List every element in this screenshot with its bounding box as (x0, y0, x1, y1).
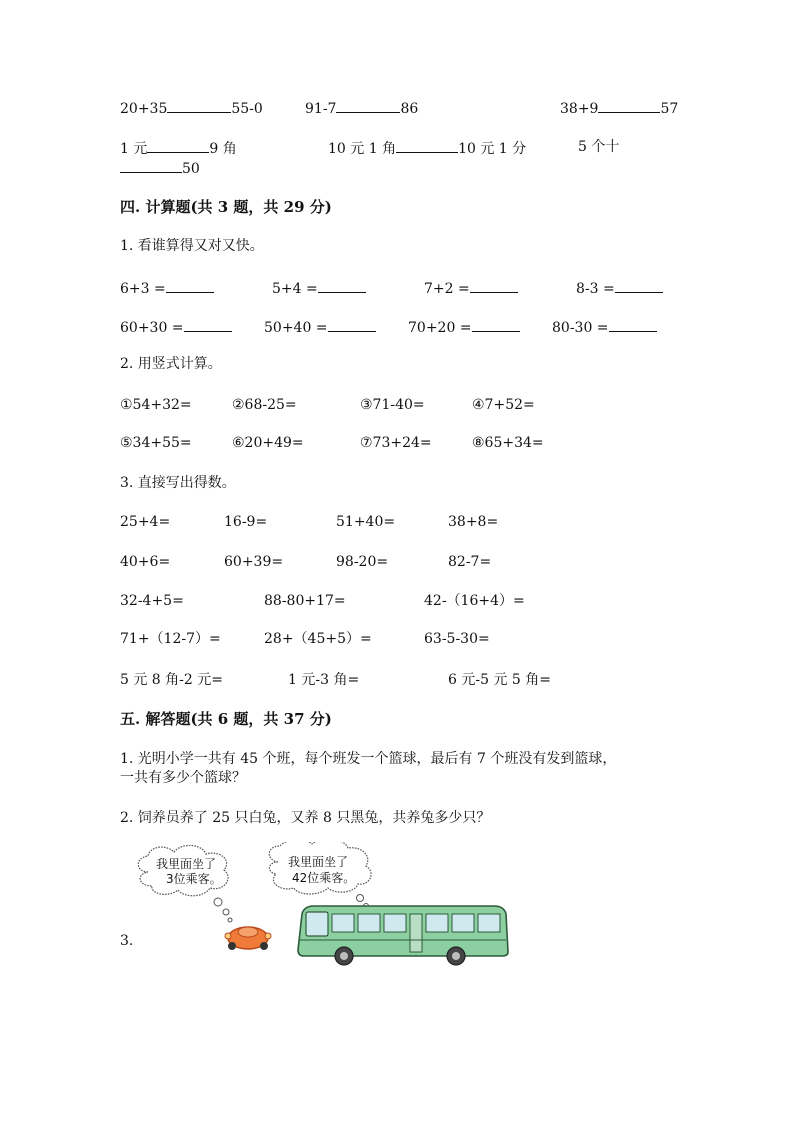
small-speech-cloud (138, 845, 232, 922)
calc-item: 50+40 = (264, 317, 376, 337)
calc-item: 98-20= (336, 554, 389, 570)
svg-text:42位乘客。: 42位乘客。 (292, 871, 356, 885)
calc-item: 6 元-5 元 5 角= (448, 672, 551, 688)
bus-car-illustration (130, 842, 530, 972)
answer-blank[interactable] (615, 278, 663, 293)
calc-item: 38+8= (448, 514, 499, 530)
section-title: 五. 解答题(共 6 题，共 37 分) (120, 710, 332, 728)
calc-item: 51+40= (336, 514, 396, 530)
calc-item: 5 元 8 角-2 元= (120, 672, 223, 688)
calc-item: 82-7= (448, 554, 492, 570)
answer-blank[interactable] (120, 158, 182, 173)
calc-item: 60+30 = (120, 317, 232, 337)
svg-text:我里面坐了: 我里面坐了 (156, 857, 217, 871)
calc-item: 42-（16+4）= (424, 593, 525, 609)
word-problem-line: 一共有多少个篮球？ (120, 770, 246, 786)
answer-blank[interactable] (609, 317, 657, 332)
answer-blank[interactable] (336, 98, 400, 113)
calc-item: 5+4 = (272, 278, 366, 298)
calc-item: ①54+32= (120, 397, 192, 413)
answer-blank[interactable] (167, 98, 231, 113)
calc-item: 70+20 = (408, 317, 520, 337)
calc-item: 16-9= (224, 514, 268, 530)
compare-item: 10 元 1 角 10 元 1 分 (328, 138, 526, 158)
answer-blank[interactable] (318, 278, 366, 293)
calc-item: 7+2 = (424, 278, 518, 298)
answer-blank[interactable] (598, 98, 660, 113)
calc-item: 63-5-30= (424, 631, 490, 647)
question-title: 3. 直接写出得数。 (120, 475, 236, 491)
calc-item: 6+3 = (120, 278, 214, 298)
calc-item: 88-80+17= (264, 593, 346, 609)
answer-blank[interactable] (184, 317, 232, 332)
calc-item: ⑧65+34= (472, 435, 544, 451)
question-title: 2. 用竖式计算。 (120, 356, 222, 372)
svg-text:3位乘客。: 3位乘客。 (166, 872, 222, 886)
answer-blank[interactable] (470, 278, 518, 293)
calc-item: ⑤34+55= (120, 435, 192, 451)
answer-blank[interactable] (328, 317, 376, 332)
word-problem-line: 1. 光明小学一共有 45 个班，每个班发一个篮球，最后有 7 个班没有发到篮球， (120, 751, 617, 767)
answer-blank[interactable] (147, 138, 209, 153)
calc-item: 1 元-3 角= (288, 672, 360, 688)
answer-blank[interactable] (396, 138, 458, 153)
calc-item: 60+39= (224, 554, 284, 570)
compare-left: 5 个十 (578, 139, 620, 155)
answer-blank[interactable] (166, 278, 214, 293)
compare-item: 38+9 57 (560, 98, 678, 118)
calc-item: ⑥20+49= (232, 435, 304, 451)
calc-item: 71+（12-7）= (120, 631, 221, 647)
word-problem: 2. 饲养员养了 25 只白兔，又养 8 只黑兔，共养兔多少只？ (120, 810, 491, 826)
calc-item: 8-3 = (576, 278, 663, 298)
calc-item: ②68-25= (232, 397, 297, 413)
compare-item: 50 (120, 158, 200, 178)
svg-text:我里面坐了: 我里面坐了 (288, 855, 349, 869)
question-title: 1. 看谁算得又对又快。 (120, 238, 264, 254)
bus-icon (298, 906, 508, 965)
car-icon (225, 927, 271, 950)
calc-item: 28+（45+5）= (264, 631, 372, 647)
question-number: 3. (120, 933, 134, 949)
calc-item: 40+6= (120, 554, 171, 570)
calc-item: ⑦73+24= (360, 435, 432, 451)
answer-blank[interactable] (472, 317, 520, 332)
big-speech-cloud (269, 842, 371, 909)
compare-item: 91-7 86 (305, 98, 418, 118)
compare-item: 1 元 9 角 (120, 138, 237, 158)
calc-item: 80-30 = (552, 317, 657, 337)
calc-item: 32-4+5= (120, 593, 184, 609)
calc-item: ④7+52= (472, 397, 535, 413)
calc-item: 25+4= (120, 514, 171, 530)
calc-item: ③71-40= (360, 397, 425, 413)
compare-item: 20+35 55-0 (120, 98, 263, 118)
section-title: 四. 计算题(共 3 题，共 29 分) (120, 198, 332, 216)
